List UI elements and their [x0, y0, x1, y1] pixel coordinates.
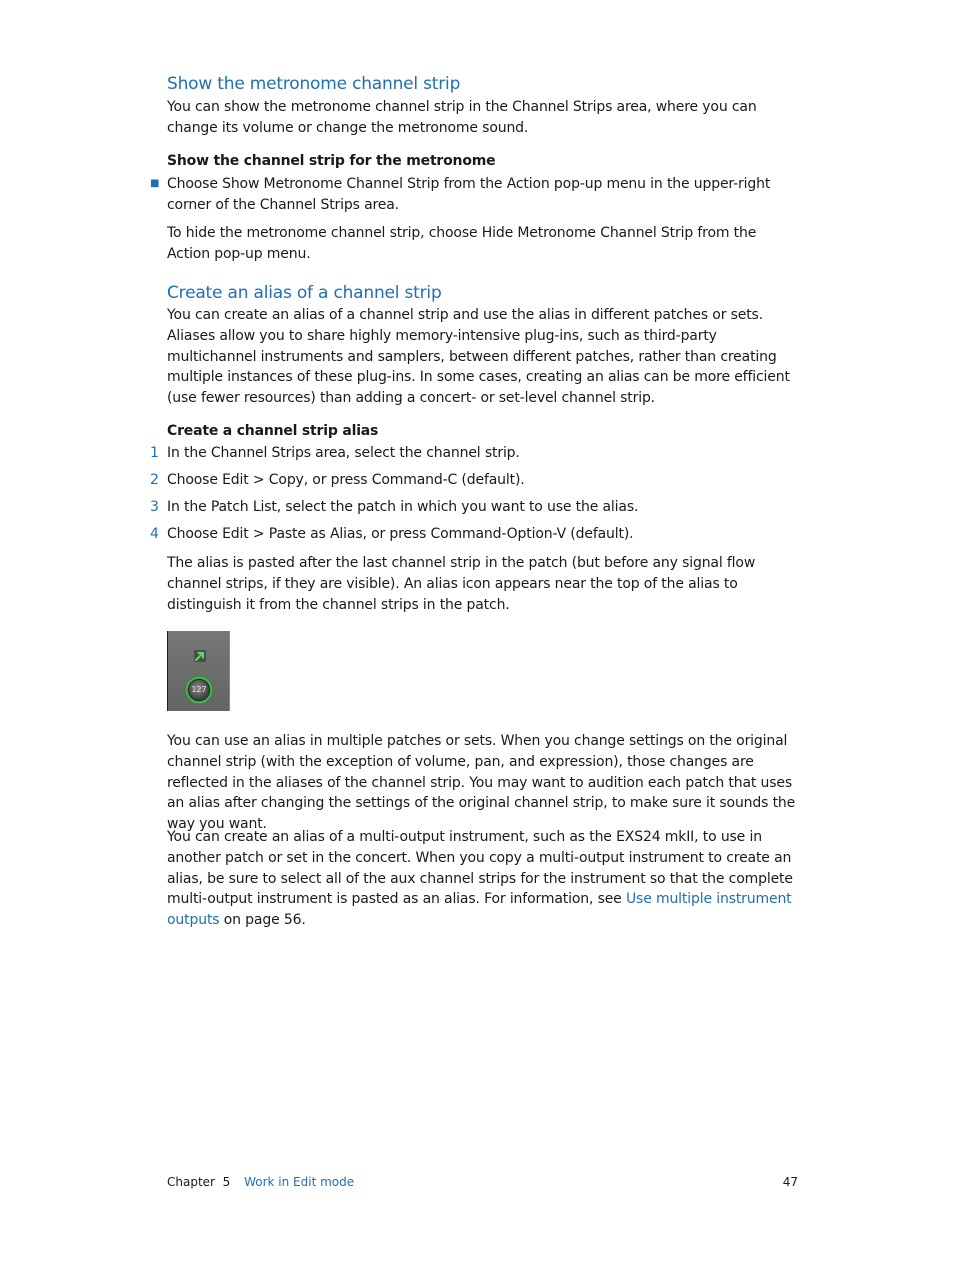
alias-usage-paragraph: You can use an alias in multiple patches or sets. When you change settings on the original channel strip (with the exception of volume, pan, and expression), those changes are reflected in the aliases of the channel strip. You may want to audition each patch that uses an alias after changing the settings of the original channel strip, to make sure it sounds the way you want. — [167, 733, 796, 833]
show-metronome-intro: You can show the metronome channel strip in the Channel Strips area, where you can change its volume or change the metronome sound. — [167, 99, 757, 136]
step-number: 3 — [150, 499, 159, 515]
task-title-alias: Create a channel strip alias — [167, 423, 379, 439]
hide-metronome-note: To hide the metronome channel strip, choose Hide Metronome Channel Strip from the Action pop-up menu. — [167, 225, 757, 262]
alias-arrow-icon — [194, 650, 206, 662]
alias-channel-strip-figure — [167, 631, 230, 711]
footer-chapter-label: Chapter 5 — [167, 1175, 231, 1189]
step-number: 2 — [150, 472, 159, 488]
footer-chapter-link[interactable]: Work in Edit mode — [244, 1175, 355, 1189]
alias-figure-art — [168, 631, 229, 711]
task-title-metronome: Show the channel strip for the metronome — [167, 153, 496, 169]
link-multiple-instrument-outputs[interactable]: Use multiple instrument outputs — [167, 891, 792, 929]
heading-show-metronome: Show the metronome channel strip — [167, 74, 461, 94]
after-steps-note: The alias is pasted after the last channel strip in the patch (but before any signal flow channel strips, if they are visible). An alias icon appears near the top of the alias to distinguish it from the channel strips in the patch. — [167, 555, 756, 613]
page-number: 47 — [782, 1175, 798, 1189]
multi-output-paragraph — [167, 827, 799, 931]
step-number: 1 — [150, 445, 159, 461]
heading-create-alias: Create an alias of a channel strip — [167, 283, 442, 303]
footer-chapter — [167, 1174, 354, 1190]
square-bullet-icon: ■ — [150, 178, 160, 189]
multi-output-text: You can create an alias of a multi-output instrument, such as the EXS24 mkII, to use in another patch or set in the concert. When you copy a multi-output instrument to create an alias, be sure to select all of the aux channel strips for the instrument so that the complete multi-output instrument is pasted as an alias. For information, see — [167, 829, 793, 908]
step-text: Choose Edit > Paste as Alias, or press Command-Option-V (default). — [167, 526, 634, 542]
step-text: In the Channel Strips area, select the channel strip. — [167, 445, 520, 461]
step-text: Choose Edit > Copy, or press Command-C (default). — [167, 472, 525, 488]
create-alias-intro: You can create an alias of a channel strip and use the alias in different patches or sets. Aliases allow you to share highly memory-intensive plug-ins, such as third-party multichannel instruments and samplers, between different patches, rather than creating multiple instances of these plug-ins. In some cases, creating an alias can be more efficient (use fewer resources) than adding a concert- or set-level channel strip. — [167, 307, 790, 407]
multi-output-text-end: on page 56. — [219, 912, 306, 929]
step-text: In the Patch List, select the patch in which you want to use the alias. — [167, 499, 639, 515]
knob-value-label: 127 — [191, 685, 207, 694]
bullet-text: Choose Show Metronome Channel Strip from the Action pop-up menu in the upper-right corner of the Channel Strips area. — [167, 176, 771, 213]
step-number: 4 — [150, 526, 159, 542]
